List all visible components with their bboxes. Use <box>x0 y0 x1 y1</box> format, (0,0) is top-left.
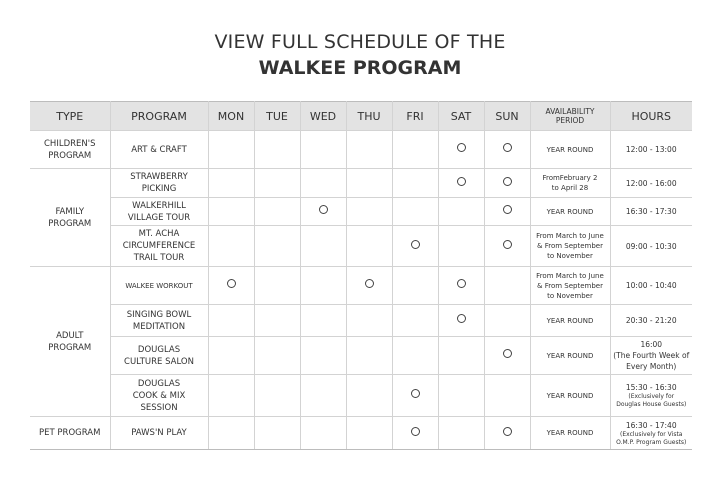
day-cell-tue <box>254 337 300 375</box>
day-cell-thu <box>346 375 392 417</box>
day-cell-sun <box>484 169 530 198</box>
table-row <box>30 267 692 305</box>
day-cell-sat <box>438 305 484 337</box>
day-cell-thu <box>346 337 392 375</box>
table-row <box>30 169 692 198</box>
circle-mark-icon <box>457 279 466 288</box>
hours-cell: 16:00 (The Fourth Week of Every Month) <box>610 337 692 375</box>
day-cell-tue <box>254 226 300 267</box>
day-cell-fri <box>392 305 438 337</box>
day-cell-tue <box>254 375 300 417</box>
header-row <box>30 102 692 131</box>
day-cell-tue <box>254 131 300 169</box>
header-program: PROGRAM <box>110 102 208 131</box>
circle-mark-icon <box>411 389 420 398</box>
circle-mark-icon <box>457 177 466 186</box>
table-row <box>30 226 692 267</box>
table-row <box>30 337 692 375</box>
hours-cell: 16:30 - 17:40 (Exclusively for Vista O.M.P. Program Guests) <box>610 417 692 450</box>
program-cell: WALKERHILL VILLAGE TOUR <box>110 198 208 226</box>
availability-cell: YEAR ROUND <box>530 131 610 169</box>
day-cell-wed <box>300 198 346 226</box>
day-cell-wed <box>300 267 346 305</box>
circle-mark-icon <box>503 205 512 214</box>
header-thu: THU <box>346 102 392 131</box>
day-cell-wed <box>300 305 346 337</box>
day-cell-fri <box>392 417 438 450</box>
day-cell-sun <box>484 198 530 226</box>
availability-cell: From March to June & From September to November <box>530 267 610 305</box>
program-cell: PAWS'N PLAY <box>110 417 208 450</box>
circle-mark-icon <box>319 205 328 214</box>
program-cell: ART & CRAFT <box>110 131 208 169</box>
day-cell-wed <box>300 417 346 450</box>
day-cell-sun <box>484 226 530 267</box>
day-cell-sat <box>438 375 484 417</box>
circle-mark-icon <box>365 279 374 288</box>
hours-cell: 10:00 - 10:40 <box>610 267 692 305</box>
type-cell-children: CHILDREN'S PROGRAM <box>30 131 110 169</box>
header-availability <box>530 102 610 131</box>
day-cell-sun <box>484 131 530 169</box>
circle-mark-icon <box>457 314 466 323</box>
header-type: TYPE <box>30 102 110 131</box>
day-cell-mon <box>208 198 254 226</box>
day-cell-sun <box>484 337 530 375</box>
availability-cell: YEAR ROUND <box>530 198 610 226</box>
day-cell-sat <box>438 337 484 375</box>
circle-mark-icon <box>503 349 512 358</box>
day-cell-wed <box>300 169 346 198</box>
type-cell-pet: PET PROGRAM <box>30 417 110 450</box>
schedule-table <box>30 101 692 450</box>
title-line-2: WALKEE PROGRAM <box>258 57 462 79</box>
day-cell-sun <box>484 417 530 450</box>
availability-cell: YEAR ROUND <box>530 305 610 337</box>
day-cell-sat <box>438 417 484 450</box>
program-cell: DOUGLAS CULTURE SALON <box>110 337 208 375</box>
header-tue: TUE <box>254 102 300 131</box>
header-sun: SUN <box>484 102 530 131</box>
day-cell-mon <box>208 169 254 198</box>
table-row <box>30 305 692 337</box>
hours-cell: 16:30 - 17:30 <box>610 198 692 226</box>
hours-cell: 15:30 - 16:30 (Exclusively for Douglas House Guests) <box>610 375 692 417</box>
circle-mark-icon <box>503 143 512 152</box>
day-cell-sat <box>438 169 484 198</box>
circle-mark-icon <box>227 279 236 288</box>
header-sat: SAT <box>438 102 484 131</box>
day-cell-sun <box>484 305 530 337</box>
day-cell-wed <box>300 337 346 375</box>
availability-cell: YEAR ROUND <box>530 375 610 417</box>
day-cell-thu <box>346 226 392 267</box>
day-cell-mon <box>208 337 254 375</box>
day-cell-sat <box>438 131 484 169</box>
day-cell-fri <box>392 131 438 169</box>
day-cell-fri <box>392 198 438 226</box>
day-cell-thu <box>346 198 392 226</box>
table-row <box>30 375 692 417</box>
circle-mark-icon <box>503 240 512 249</box>
table-row <box>30 131 692 169</box>
program-cell: STRAWBERRY PICKING <box>110 169 208 198</box>
title-line-1: VIEW FULL SCHEDULE OF THE <box>214 31 506 53</box>
page-title <box>0 30 720 82</box>
day-cell-sat <box>438 198 484 226</box>
day-cell-fri <box>392 375 438 417</box>
day-cell-thu <box>346 305 392 337</box>
circle-mark-icon <box>411 240 420 249</box>
header-availability-line2: PERIOD <box>555 116 585 125</box>
type-cell-adult: ADULT PROGRAM <box>30 267 110 417</box>
program-cell: MT. ACHA CIRCUMFERENCE TRAIL TOUR <box>110 226 208 267</box>
day-cell-tue <box>254 169 300 198</box>
day-cell-wed <box>300 226 346 267</box>
program-cell: DOUGLAS COOK & MIX SESSION <box>110 375 208 417</box>
circle-mark-icon <box>503 427 512 436</box>
day-cell-mon <box>208 226 254 267</box>
day-cell-mon <box>208 375 254 417</box>
hours-cell: 20:30 - 21:20 <box>610 305 692 337</box>
day-cell-sat <box>438 267 484 305</box>
table-row <box>30 417 692 450</box>
day-cell-mon <box>208 417 254 450</box>
day-cell-fri <box>392 226 438 267</box>
day-cell-sat <box>438 226 484 267</box>
header-mon: MON <box>208 102 254 131</box>
day-cell-thu <box>346 267 392 305</box>
day-cell-tue <box>254 305 300 337</box>
hours-cell: 12:00 - 16:00 <box>610 169 692 198</box>
day-cell-mon <box>208 305 254 337</box>
circle-mark-icon <box>411 427 420 436</box>
availability-cell: From March to June & From September to November <box>530 226 610 267</box>
day-cell-tue <box>254 198 300 226</box>
program-cell: SINGING BOWL MEDITATION <box>110 305 208 337</box>
day-cell-wed <box>300 375 346 417</box>
program-cell: WALKEE WORKOUT <box>110 267 208 305</box>
day-cell-tue <box>254 417 300 450</box>
hours-cell: 09:00 - 10:30 <box>610 226 692 267</box>
day-cell-thu <box>346 169 392 198</box>
header-fri: FRI <box>392 102 438 131</box>
availability-cell: YEAR ROUND <box>530 417 610 450</box>
day-cell-thu <box>346 417 392 450</box>
day-cell-thu <box>346 131 392 169</box>
header-wed: WED <box>300 102 346 131</box>
type-cell-family: FAMILY PROGRAM <box>30 169 110 267</box>
day-cell-fri <box>392 337 438 375</box>
day-cell-tue <box>254 267 300 305</box>
availability-cell: YEAR ROUND <box>530 337 610 375</box>
day-cell-mon <box>208 267 254 305</box>
day-cell-sun <box>484 267 530 305</box>
day-cell-wed <box>300 131 346 169</box>
day-cell-fri <box>392 169 438 198</box>
circle-mark-icon <box>457 143 466 152</box>
circle-mark-icon <box>503 177 512 186</box>
availability-cell: FromFebruary 2 to April 28 <box>530 169 610 198</box>
header-hours: HOURS <box>610 102 692 131</box>
day-cell-sun <box>484 375 530 417</box>
header-availability-line1: AVAILABILITY <box>545 107 595 116</box>
day-cell-mon <box>208 131 254 169</box>
table-row <box>30 198 692 226</box>
hours-cell: 12:00 - 13:00 <box>610 131 692 169</box>
day-cell-fri <box>392 267 438 305</box>
